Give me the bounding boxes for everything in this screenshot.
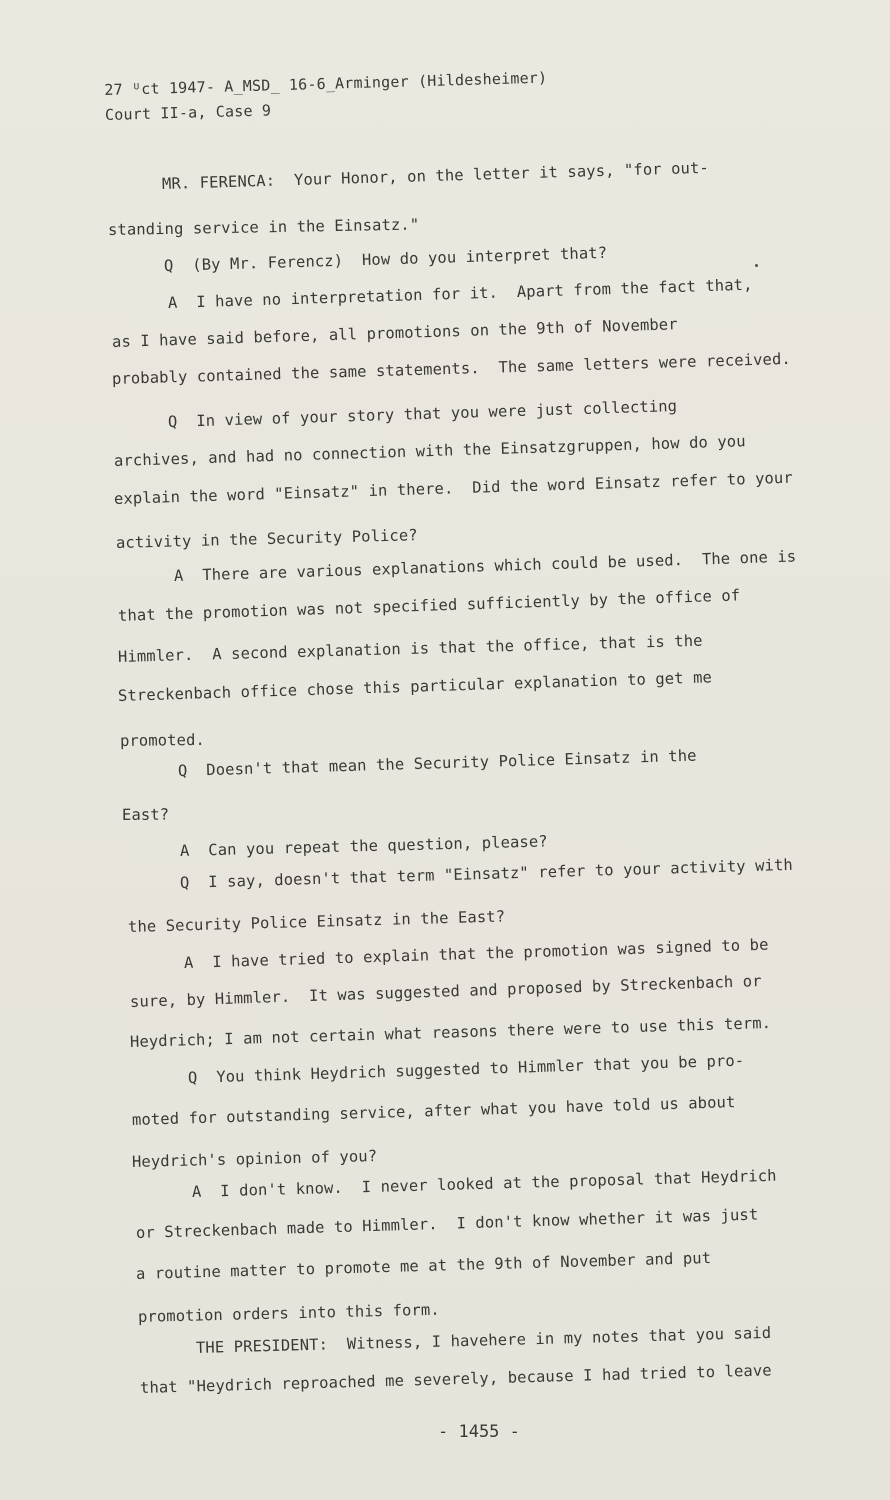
transcript-line: A There are various explanations which could be used. The one is xyxy=(173,547,797,585)
transcript-line: explain the word "Einsatz" in there. Did the word Einsatz refer to your xyxy=(113,468,794,508)
transcript-line: Heydrich's opinion of you? xyxy=(131,1147,378,1171)
transcript-line: East? xyxy=(121,805,170,824)
transcript-line: sure, by Himmler. It was suggested and proposed by Streckenbach or xyxy=(129,972,762,1011)
transcript-line: Heydrich; I am not certain what reasons there were to use this term. xyxy=(129,1013,772,1051)
transcript-line: a routine matter to promote me at the 9th of November and put xyxy=(135,1248,712,1283)
transcript-line: that "Heydrich reproached me severely, because I had tried to leave xyxy=(139,1361,772,1397)
transcript-line: MR. FERENCA: Your Honor, on the letter it says, "for out- xyxy=(161,158,710,193)
transcript-line: promotion orders into this form. xyxy=(137,1300,440,1326)
transcript-line: activity in the Security Police? xyxy=(115,526,418,552)
transcript-line: Q In view of your story that you were just collecting xyxy=(167,397,678,431)
paper-speck xyxy=(755,264,758,267)
transcript-line: promoted. xyxy=(119,730,206,750)
transcript-line: Streckenbach office chose this particular explanation to get me xyxy=(117,668,713,705)
transcript-line: the Security Police Einsatz in the East? xyxy=(127,907,506,936)
transcript-line: A I don't know. I never looked at the proposal that Heydrich xyxy=(191,1166,777,1201)
transcript-line: A Can you repeat the question, please? xyxy=(179,832,548,860)
transcript-line: moted for outstanding service, after what you have told us about xyxy=(131,1093,736,1129)
header-line-2: Court II-a, Case 9 xyxy=(104,101,272,124)
transcript-line: THE PRESIDENT: Witness, I havehere in my notes that you said xyxy=(195,1323,772,1357)
transcript-line: Himmler. A second explanation is that the office, that is the xyxy=(117,631,703,666)
document-header xyxy=(104,66,548,128)
transcript-line: A I have tried to explain that the promotion was signed to be xyxy=(183,935,769,972)
transcript-line: Q Doesn't that mean the Security Police Einsatz in the xyxy=(177,746,697,780)
transcript-line: that the promotion was not specified sufficiently by the office of xyxy=(117,586,741,625)
transcript-line: as I have said before, all promotions on the 9th of November xyxy=(111,315,678,351)
transcript-line: or Streckenbach made to Himmler. I don't know whether it was just xyxy=(135,1205,759,1242)
page-number: - 1455 - xyxy=(438,1422,520,1442)
transcript-line: Q You think Heydrich suggested to Himmler that you be pro- xyxy=(187,1051,745,1087)
transcript-line: archives, and had no connection with the Einsatzgruppen, how do you xyxy=(113,432,746,470)
header-line-1: 27 ᵁct 1947- A_MSD_ 16-6_Arminger (Hildesheimer) xyxy=(104,68,548,99)
transcript-line: A I have no interpretation for it. Apart from the fact that, xyxy=(167,275,753,312)
transcript-line: probably contained the same statements. The same letters were received. xyxy=(111,349,792,388)
transcript-line: Q I say, doesn't that term "Einsatz" refer to your activity with xyxy=(179,855,794,892)
transcript-line: Q (By Mr. Ferencz) How do you interpret that? xyxy=(163,243,608,275)
transcript-line: standing service in the Einsatz." xyxy=(107,215,420,239)
